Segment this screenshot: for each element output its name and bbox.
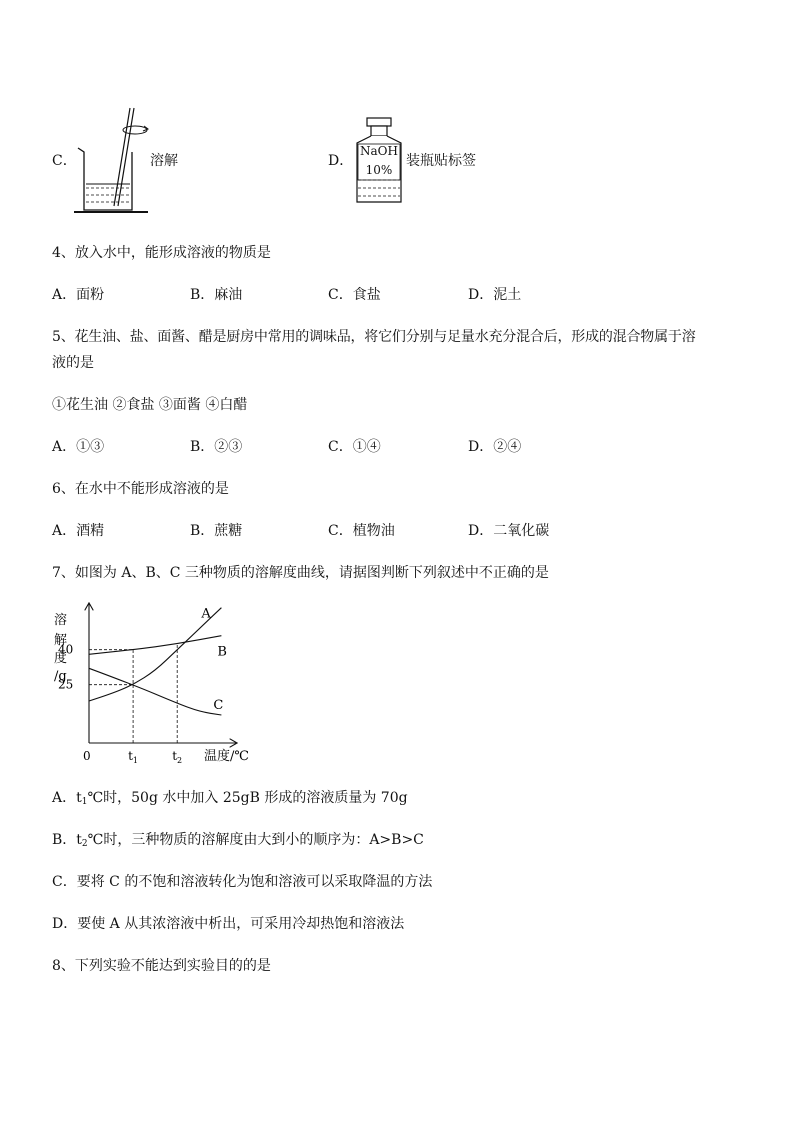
q4-option-d[interactable]: D．泥土 <box>468 287 522 303</box>
q7-option-b[interactable] <box>52 829 424 849</box>
option-d-letter: D． <box>328 153 354 169</box>
q8-stem: 8、下列实验不能达到实验目的的是 <box>52 958 271 974</box>
beaker-stirring-illustration <box>74 104 152 216</box>
q6-option-a[interactable]: A．酒精 <box>52 523 105 539</box>
bottle-label-concentration: 10% <box>365 163 393 177</box>
y-tick-label-40: 40 <box>58 642 74 657</box>
y-label-char-4: /g <box>54 669 67 684</box>
q7-option-b-sub: 2 <box>81 839 88 849</box>
q7-stem: 7、如图为 A、B、C 三种物质的溶解度曲线，请据图判断下列叙述中不正确的是 <box>52 565 549 581</box>
q6-stem: 6、在水中不能形成溶液的是 <box>52 481 229 497</box>
q7-option-a-sub: 1 <box>81 797 88 807</box>
origin-label: 0 <box>83 749 91 763</box>
q6-option-c[interactable]: C．植物油 <box>328 523 395 539</box>
q6-option-d[interactable]: D．二氧化碳 <box>468 523 550 539</box>
q4-stem: 4、放入水中，能形成溶液的物质是 <box>52 245 271 261</box>
series-c-label: C <box>213 698 224 713</box>
y-label-char-2: 解 <box>54 633 68 648</box>
series-b-curve <box>89 636 221 655</box>
q5-option-a[interactable]: A．①③ <box>52 439 105 455</box>
q4-option-b[interactable]: B．麻油 <box>190 287 243 303</box>
q5-option-d[interactable]: D．②④ <box>468 439 522 455</box>
series-a-label: A <box>201 606 211 622</box>
option-c-letter: C． <box>52 153 77 169</box>
q7-option-c[interactable]: C．要将 C 的不饱和溶液转化为饱和溶液可以采取降温的方法 <box>52 874 433 890</box>
x-axis-label: 温度/℃ <box>204 749 249 764</box>
reagent-bottle-illustration <box>354 117 404 203</box>
q5-items: ①花生油 ②食盐 ③面酱 ④白醋 <box>52 397 248 413</box>
q4-option-c[interactable]: C．食盐 <box>328 287 381 303</box>
q7-option-a-pre: A．t <box>52 790 82 806</box>
y-label-char-3: 度 <box>54 651 68 666</box>
q7-option-d[interactable]: D．要使 A 从其浓溶液中析出，可采用冷却热饱和溶液法 <box>52 916 405 932</box>
q6-option-b[interactable]: B．蔗糖 <box>190 523 243 539</box>
q5-option-b[interactable]: B．②③ <box>190 439 243 455</box>
q7-option-b-post: ℃时，三种物质的溶解度由大到小的顺序为：A>B>C <box>87 832 424 848</box>
bottle-label-formula: NaOH <box>360 144 398 158</box>
q7-option-b-pre: B．t <box>52 832 82 848</box>
q5-stem-line1: 5、花生油、盐、面酱、醋是厨房中常用的调味品，将它们分别与足量水充分混合后，形成的混合物属于溶 <box>52 329 696 345</box>
series-c-curve <box>89 668 224 715</box>
q5-stem-line2: 液的是 <box>52 355 94 371</box>
option-d-caption: 装瓶贴标签 <box>406 153 476 169</box>
y-tick-label-25: 25 <box>58 677 74 692</box>
option-c-caption: 溶解 <box>150 153 178 169</box>
q4-option-a[interactable]: A．面粉 <box>52 287 105 303</box>
q7-option-a[interactable] <box>52 787 408 807</box>
series-b-label: B <box>217 644 227 660</box>
q5-option-c[interactable]: C．①④ <box>328 439 381 455</box>
solubility-chart <box>50 598 260 770</box>
x-tick-label-t2: $t_2$ <box>172 749 183 765</box>
q7-option-a-post: ℃时，50g 水中加入 25gB 形成的溶液质量为 70g <box>87 790 408 806</box>
y-label-char-1: 溶 <box>54 613 68 628</box>
x-tick-label-t1: $t_1$ <box>128 749 139 765</box>
